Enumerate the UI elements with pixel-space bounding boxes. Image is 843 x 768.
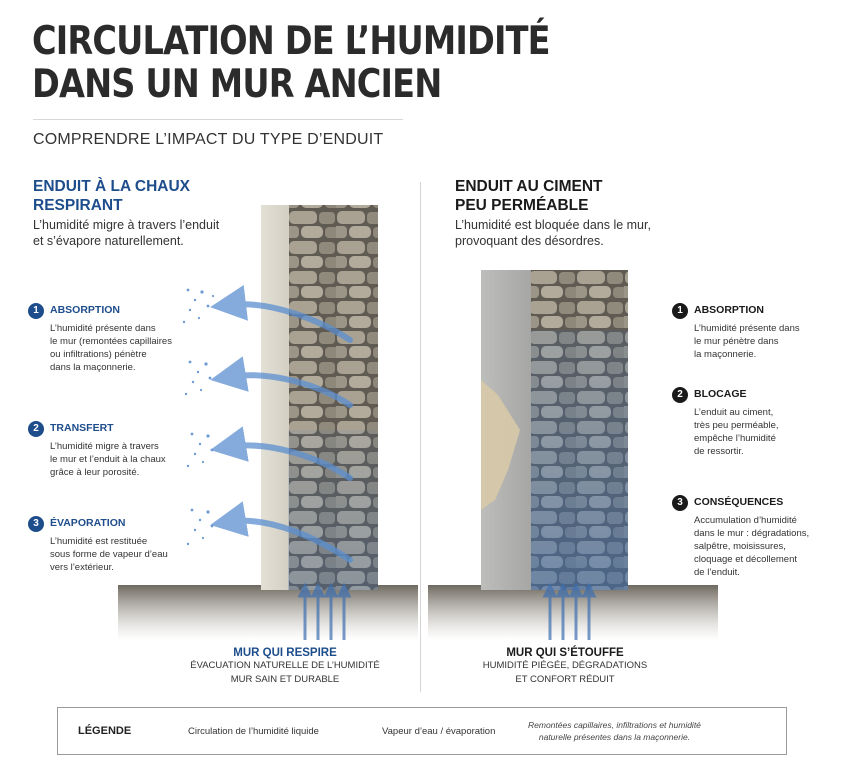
step-badge: 3 [28,516,44,532]
step-text-line: L’humidité présente dans [694,323,800,334]
left-description-line-2: et s’évapore naturellement. [33,234,184,248]
left-ground [118,585,418,640]
right-caption-line: HUMIDITÉ PIÉGÉE, DÉGRADATIONS [482,660,648,671]
step-text-line: Accumulation d’humidité [694,515,797,526]
legend-box [57,707,787,755]
legend-note-line: Remontées capillaires, infiltrations et humidité [528,720,701,730]
step-title: ABSORPTION [50,304,121,316]
left-caption-line: ÉVACUATION NATURELLE DE L’HUMIDITÉ [190,660,380,671]
step-text-line: empêche l’humidité [694,433,776,444]
left-description-line-1: L’humidité migre à travers l’enduit [33,218,220,232]
step-text-line: vers l’extérieur. [50,562,114,573]
step-text-line: L’enduit au ciment, [694,407,774,418]
step-title: TRANSFERT [50,422,114,434]
legend-title: LÉGENDE [78,725,132,737]
step-text-line: sous forme de vapeur d’eau [50,549,168,560]
left-description [33,217,219,249]
right-ground [428,585,718,640]
step-title: BLOCAGE [694,388,747,400]
left-caption [180,647,390,687]
step-text [50,535,168,574]
right-caption-line: ET CONFORT RÉDUIT [515,674,615,685]
step-text-line: très peu perméable, [694,420,779,431]
step-title: ÉVAPORATION [50,517,126,529]
step-text-line: salpêtre, moisissures, [694,541,786,552]
step-text-line: ou infiltrations) pénètre [50,349,147,360]
left-heading-line-1: ENDUIT À LA CHAUX [33,178,191,195]
step-text-line: dans le mur : dégradations, [694,528,810,539]
step-text-line: le mur pénètre dans [694,336,779,347]
vapor-dots-left [183,289,214,546]
right-description-line-2: provoquant des désordres. [455,234,604,248]
step-badge: 1 [28,303,44,319]
right-description [455,217,651,249]
step-badge: 3 [672,495,688,511]
step-text-line: cloquage et décollement [694,554,797,565]
step-text [694,514,809,579]
lime-render-layer [261,205,289,590]
step-text [50,440,166,479]
right-heading [455,177,603,215]
right-wall-moisture [530,330,628,590]
title-line-2: DANS UN MUR ANCIEN [32,62,442,107]
legend-liquid-label: Circulation de l’humidité liquide [188,726,319,737]
right-caption-title: MUR QUI S’ÉTOUFFE [506,647,624,659]
step-text-line: de l’enduit. [694,567,740,578]
left-caption-title: MUR QUI RESPIRE [233,647,337,659]
legend-note-line: naturelle présentes dans la maçonnerie. [538,732,691,742]
title-line-1: CIRCULATION DE L’HUMIDITÉ [32,19,550,64]
step-text-line: L’humidité migre à travers [50,441,159,452]
left-caption-line: MUR SAIN ET DURABLE [230,674,340,685]
step-badge: 2 [672,387,688,403]
step-text-line: la maçonnerie. [694,349,757,360]
right-caption [460,647,670,687]
step-text-line: de ressortir. [694,446,744,457]
step-text-line: grâce à leur porosité. [50,467,140,478]
step-text-line: le mur (remontées capillaires [50,336,172,347]
legend-note [528,719,701,743]
right-heading-line-2: PEU PERMÉABLE [455,197,589,214]
step-title: ABSORPTION [694,304,765,316]
page-subtitle: COMPRENDRE L’IMPACT DU TYPE D’ENDUIT [33,131,384,148]
step-badge: 1 [672,303,688,319]
step-text-line: dans la maçonnerie. [50,362,136,373]
step-text-line: L’humidité est restituée [50,536,148,547]
step-text-line: le mur et l’enduit à la chaux [50,454,166,465]
step-badge: 2 [28,421,44,437]
step-text [694,322,800,361]
legend-vapor-label: Vapeur d’eau / évaporation [382,726,496,737]
panel-divider [420,182,421,692]
left-heading-line-2: RESPIRANT [33,197,123,214]
right-description-line-1: L’humidité est bloquée dans le mur, [455,218,651,232]
step-title: CONSÉQUENCES [694,496,784,508]
step-text [50,322,172,374]
step-text [694,406,779,458]
step-text-line: L’humidité présente dans [50,323,156,334]
left-heading [33,177,190,215]
right-heading-line-1: ENDUIT AU CIMENT [455,178,603,195]
